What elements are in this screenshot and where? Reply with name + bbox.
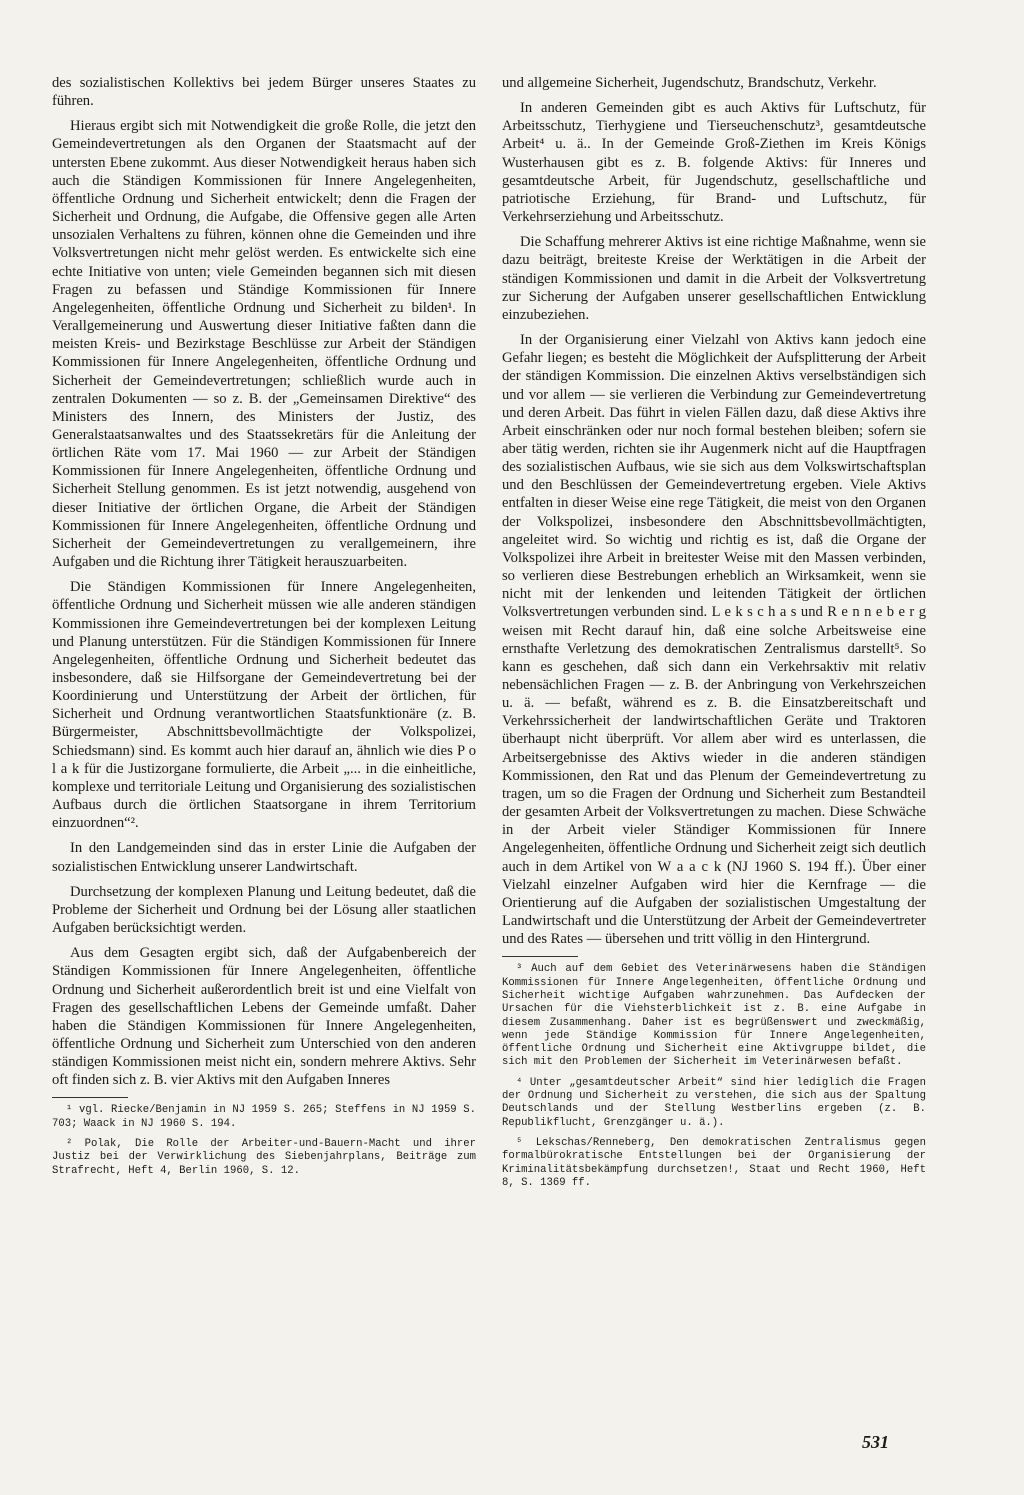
paragraph: Die Ständigen Kommissionen für Innere Angelegenheiten, öffentliche Ordnung und Sicherheit müssen wie alle anderen ständigen Kommissionen ihre Gemeindevertretungen bei der komplexen Leitung und Planung unterstützen. Für die Ständigen Kommissionen für Innere Angelegenheiten, öffentliche Ordnung und Sicherheit bedeutet das insbesondere, daß sie Hilfsorgane der Gemeindevertretung bei der Koordinierung und Unterstützung der Arbeit der örtlichen, für Sicherheit und Ordnung verantwortlichen Staatsfunktionäre (z. B. Bürgermeister, Abschnittsbevollmächtigte der Volkspolizei, Schiedsmann) sind. Es kommt auch hier darauf an, ähnlich wie dies P o l a k für die Justizorgane formulierte, die Arbeit „... in die einheitliche, komplexe und territoriale Leitung und Organisierung des sozialistischen Aufbaus durch die örtlichen Staatsorgane in ihrem Territorium einzuordnen“². [52,579,476,832]
page-number: 531 [862,1432,889,1452]
footnote-5: ⁵ Lekschas/Renneberg, Den demokratischen Zentralismus gegen formalbürokratische Entstellungen bei der Organisierung der Kriminalitätsbekämpfung durchsetzen!, Staat und Recht 1960, Heft 8, S. 1369 ff. [502,1136,926,1189]
footnote-4: ⁴ Unter „gesamtdeutscher Arbeit“ sind hier lediglich die Fragen der Ordnung und Sicherheit zu verstehen, die sich aus der Spaltung Deutschlands und der Stellung Westberlins ergeben (z. B. Republikflucht, Grenzgänger u. ä.). [502,1076,926,1129]
paragraph: Hieraus ergibt sich mit Notwendigkeit die große Rolle, die jetzt den Gemeindevertretungen als den Organen der Staatsmacht auf der untersten Ebene zukommt. Aus dieser Notwendigkeit heraus haben sich auch die Ständigen Kommissionen für Innere Angelegenheiten, öffentliche Ordnung und Sicherheit entwickelt; denn die Fragen der Sicherheit und Ordnung, die Aufgabe, die Offensive gegen alle Arten unsozialen Verhaltens zu führen, können ohne die Gemeinden und ihre Volksvertretungen nicht mehr gelöst werden. Es entwickelte sich eine echte Initiative von unten; viele Gemeinden begannen sich mit diesen Fragen zu befassen und Ständige Kommissionen für Innere Angelegenheiten, öffentliche Ordnung und Sicherheit zu bilden¹. In Verallgemeinerung und Auswertung dieser Initiative faßten dann die meisten Kreis- und Bezirkstage Beschlüsse zur Arbeit der Ständigen Kommissionen für Innere Angelegenheiten, öffentliche Ordnung und Sicherheit der Gemeindevertretungen; schließlich wurde auch in zentralen Dokumenten — so z. B. der „Gemeinsamen Direktive“ des Ministers des Innern, des Ministers der Justiz, des Generalstaatsanwaltes und des Staatssekretärs für die Anleitung der örtlichen Räte vom 17. Mai 1960 — zur Arbeit der Ständigen Kommissionen für Innere Angelegenheiten, öffentliche Ordnung und Sicherheit Stellung genommen. Es ist jetzt notwendig, ausgehend von dieser Initiative der örtlichen Organe, die Arbeit der Ständigen Kommissionen für Innere Angelegenheiten, öffentliche Ordnung und Sicherheit der Gemeindevertretungen zu verallgemeinern, ihre Aufgaben und die Richtung ihrer Tätigkeit herauszuarbeiten. [52,118,476,571]
paragraph: In den Landgemeinden sind das in erster Linie die Aufgaben der sozialistischen Entwicklung unserer Landwirtschaft. [52,840,476,875]
footnotes-left [52,1104,476,1177]
paragraph: In anderen Gemeinden gibt es auch Aktivs für Luftschutz, für Arbeitsschutz, Tierhygiene und Tierseuchenschutz³, gesamtdeutsche Arbeit⁴ u. ä.. In der Gemeinde Groß-Ziethen im Kreis Königs Wusterhausen gibt es z. B. folgende Aktivs: für Inneres und gesamtdeutsche Arbeit, für Jugendschutz, gesellschaftliche und patriotische Erziehung, für Brand- und Luftschutz, für Verkehrserziehung und Arbeitsschutz. [502,100,926,226]
paragraph: und allgemeine Sicherheit, Jugendschutz, Brandschutz, Verkehr. [502,75,877,91]
footnote-divider [502,956,578,957]
footnote-3: ³ Auch auf dem Gebiet des Veterinärwesens haben die Ständigen Kommissionen für Innere Angelegenheiten, öffentliche Ordnung und Sicherheit wichtige Aufgaben wahrzunehmen. Das Aufdecken der Ursachen für die Viehsterblichkeit ist z. B. eine Aufgabe in diesem Zusammenhang. Daher ist es begrüßenswert und zweckmäßig, wenn jede Ständige Kommission für Innere Angelegenheiten, öffentliche Ordnung und Sicherheit eine Aktivgruppe bildet, die sich mit den Problemen der Sicherheit im Veterinärwesen befaßt. [502,963,926,1069]
right-column [502,74,926,1194]
paragraph: des sozialistischen Kollektivs bei jedem Bürger unseres Staates zu führen. [52,75,476,110]
footnote-divider [52,1097,128,1098]
footnote-1: ¹ vgl. Riecke/Benjamin in NJ 1959 S. 265; Steffens in NJ 1959 S. 703; Waack in NJ 1960 S. 194. [52,1104,476,1130]
footnotes-right [502,963,926,1190]
footnote-2: ² Polak, Die Rolle der Arbeiter-und-Bauern-Macht und ihrer Justiz bei der Verwirklichung des Siebenjahrplans, Beiträge zum Strafrecht, Heft 4, Berlin 1960, S. 12. [52,1138,476,1177]
paragraph: Die Schaffung mehrerer Aktivs ist eine richtige Maßnahme, wenn sie dazu beiträgt, breiteste Kreise der Werktätigen in die Arbeit der ständigen Kommissionen und damit in die Arbeit der Volksvertretung zur Sicherung der Aufgaben unserer gesellschaftlichen Entwicklung einzubeziehen. [502,234,926,323]
paragraph: Aus dem Gesagten ergibt sich, daß der Aufgabenbereich der Ständigen Kommissionen für Innere Angelegenheiten, öffentliche Ordnung und Sicherheit außerordentlich breit ist und eine Vielfalt von Fragen des gesellschaftlichen Lebens der Gemeinde umfaßt. Daher haben die Ständigen Kommissionen für Innere Angelegenheiten, öffentliche Ordnung und Sicherheit zum Unterschied von den anderen ständigen Kommissionen meist nicht ein, sondern mehrere Aktivs. Sehr oft finden sich z. B. vier Aktivs mit den Aufgaben Inneres [52,945,476,1089]
paragraph: In der Organisierung einer Vielzahl von Aktivs kann jedoch eine Gefahr liegen; es besteht die Möglichkeit der Aufsplitterung der Arbeit der ständigen Kommission. Die einzelnen Aktivs verselbständigen sich und vor allem — sie verlieren die Verbindung zur Gemeindevertretung und deren Arbeit. Das führt in vielen Fällen dazu, daß diese Aktivs ihre Arbeit einschränken oder nur noch formal bestehen bleiben; sofern sie aber tätig werden, richten sie ihr Augenmerk nicht auf die Hauptfragen des sozialistischen Aufbaus, wie sie sich aus dem Volkswirtschaftsplan und den Beschlüssen der Gemeindevertretung ergeben. Viele Aktivs entfalten in dieser Weise eine rege Tätigkeit, die meist von den Organen der Volkspolizei, insbesondere den Abschnittsbevollmächtigten, angeleitet wird. So wichtig und richtig es ist, daß die Organe der Volkspolizei ihre Arbeit in breitester Weise mit den Massen verbinden, so verlieren diese Bestrebungen erheblich an Wirksamkeit, wenn sie nicht mit der lenkenden und leitenden Tätigkeit der örtlichen Volksvertretungen verbunden sind. L e k s c h a s und R e n n e b e r g weisen mit Recht darauf hin, daß eine solche Arbeitsweise eine ernsthafte Verletzung des demokratischen Zentralismus darstellt⁵. So kann es geschehen, daß sich dann ein Verkehrsaktiv mit relativ nebensächlichen Fragen — z. B. der Anbringung von Verkehrszeichen u. ä. — befaßt, während es z. B. die Einsatzbereitschaft und Verkehrssicherheit der landwirtschaftlichen Geräte und Traktoren überhaupt nicht überprüft. Vor allem aber wird es unterlassen, die Arbeitsergebnisse des Aktivs wieder in die anderen ständigen Kommissionen, den Rat und das Plenum der Gemeindevertretung zu tragen, um so die Fragen der Ordnung und Sicherheit zum Bestandteil der gesamten Arbeit der Volksvertretungen zu machen. Diese Schwäche in der Arbeit vieler Ständiger Kommissionen für Innere Angelegenheiten, öffentliche Ordnung und Sicherheit zeigt sich deutlich auch in dem Artikel von W a a c k (NJ 1960 S. 194 ff.). Über einer Vielzahl einzelner Aufgaben wird hier die Kernfrage — die Orientierung auf die Aufgaben der sozialistischen Umgestaltung der Landwirtschaft und die Unterstützung der Arbeit der Gemeindevertreter und des Rates — übersehen und tritt völlig in den Hintergrund. [502,332,926,948]
paragraph: Durchsetzung der komplexen Planung und Leitung bedeutet, daß die Probleme der Sicherheit und Ordnung bei der Lösung aller staatlichen Aufgaben berücksichtigt werden. [52,883,476,937]
left-column [52,74,476,1182]
